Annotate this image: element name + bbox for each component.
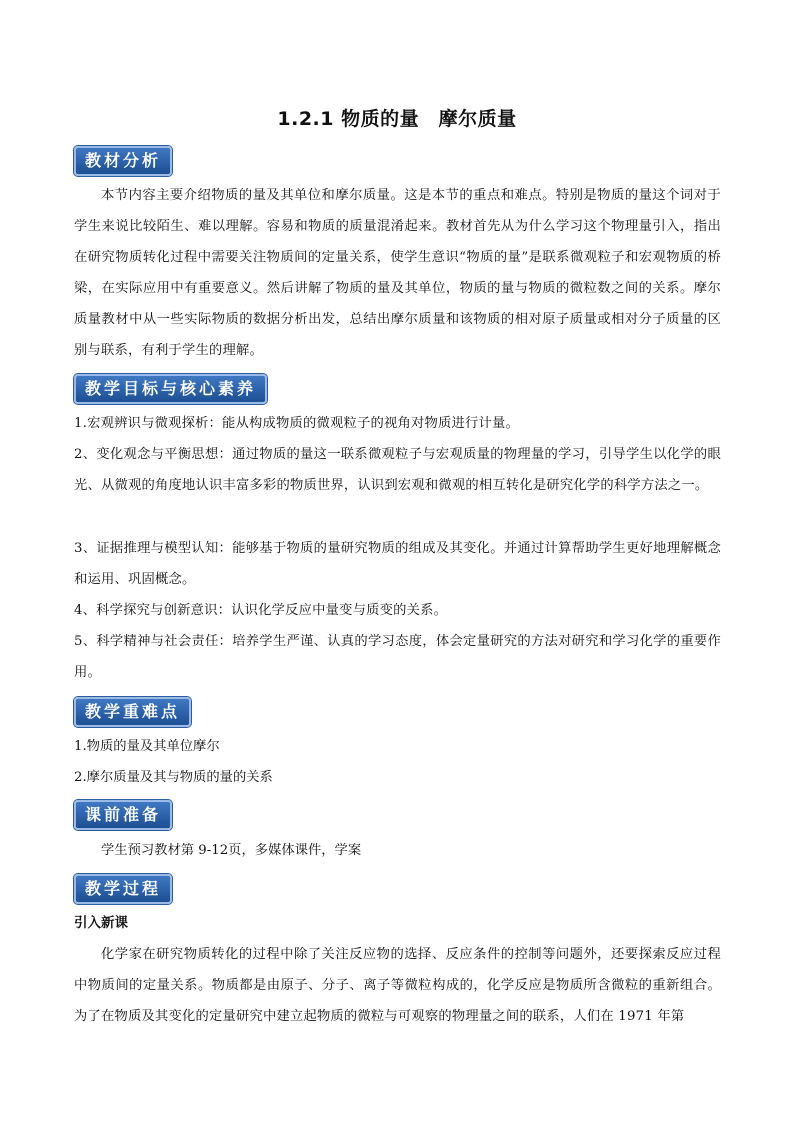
- goal-item-1: 1.宏观辨识与微观探析：能从构成物质的微观粒子的视角对物质进行计量。: [74, 416, 519, 431]
- page-title: 1.2.1 物质的量 摩尔质量: [277, 108, 517, 130]
- section-badge-process: 教学过程: [74, 874, 172, 904]
- section-badge-goals: 教学目标与核心素养: [74, 374, 267, 404]
- process-paragraph: 化学家在研究物质转化的过程中除了关注反应物的选择、反应条件的控制等问题外，还要探索反应过程中物质间的定量关系。物质都是由原子、分子、离子等微粒构成的，化学反应是物质所含微粒的重新组合。为了在物质及其变化的定量研究中建立起物质的微粒与可观察的物理量之间的联系，人们在 1971 年第: [74, 947, 721, 1024]
- keypoint-item-1: 1.物质的量及其单位摩尔: [74, 739, 220, 754]
- analysis-paragraph: 本节内容主要介绍物质的量及其单位和摩尔质量。这是本节的重点和难点。特别是物质的量这个词对于学生来说比较陌生、难以理解。容易和物质的质量混淆起来。教材首先从为什么学习这个物理量引入，指出在研究物质转化过程中需要关注物质间的定量关系，使学生意识“物质的量”是联系微观粒子和宏观物质的桥梁，在实际应用中有重要意义。然后讲解了物质的量及其单位，物质的量与物质的微粒数之间的关系。摩尔质量教材中从一些实际物质的数据分析出发，总结出摩尔质量和该物质的相对原子质量或相对分子质量的区别与联系，有利于学生的理解。: [74, 188, 721, 358]
- section-badge-keypoints: 教学重难点: [74, 697, 191, 727]
- preparation-text: 学生预习教材第 9-12页，多媒体课件，学案: [101, 843, 362, 858]
- section-badge-preparation: 课前准备: [74, 800, 172, 830]
- section-badge-analysis: 教材分析: [74, 146, 172, 176]
- goal-item-2: 2、变化观念与平衡思想：通过物质的量这一联系微观粒子与宏观质量的物理量的学习，引导学生以化学的眼光、从微观的角度地认识丰富多彩的物质世界，认识到宏观和微观的相互转化是研究化学的科学方法之一。: [74, 447, 721, 493]
- keypoint-item-2: 2.摩尔质量及其与物质的量的关系: [74, 770, 273, 785]
- subheading-intro: 引入新课: [74, 915, 128, 931]
- goal-item-5: 5、科学精神与社会责任：培养学生严谨、认真的学习态度，体会定量研究的方法对研究和学习化学的重要作用。: [74, 634, 721, 680]
- goal-item-4: 4、科学探究与创新意识：认识化学反应中量变与质变的关系。: [74, 603, 448, 618]
- goal-item-3: 3、证据推理与模型认知：能够基于物质的量研究物质的组成及其变化。并通过计算帮助学生更好地理解概念和运用、巩固概念。: [74, 541, 721, 587]
